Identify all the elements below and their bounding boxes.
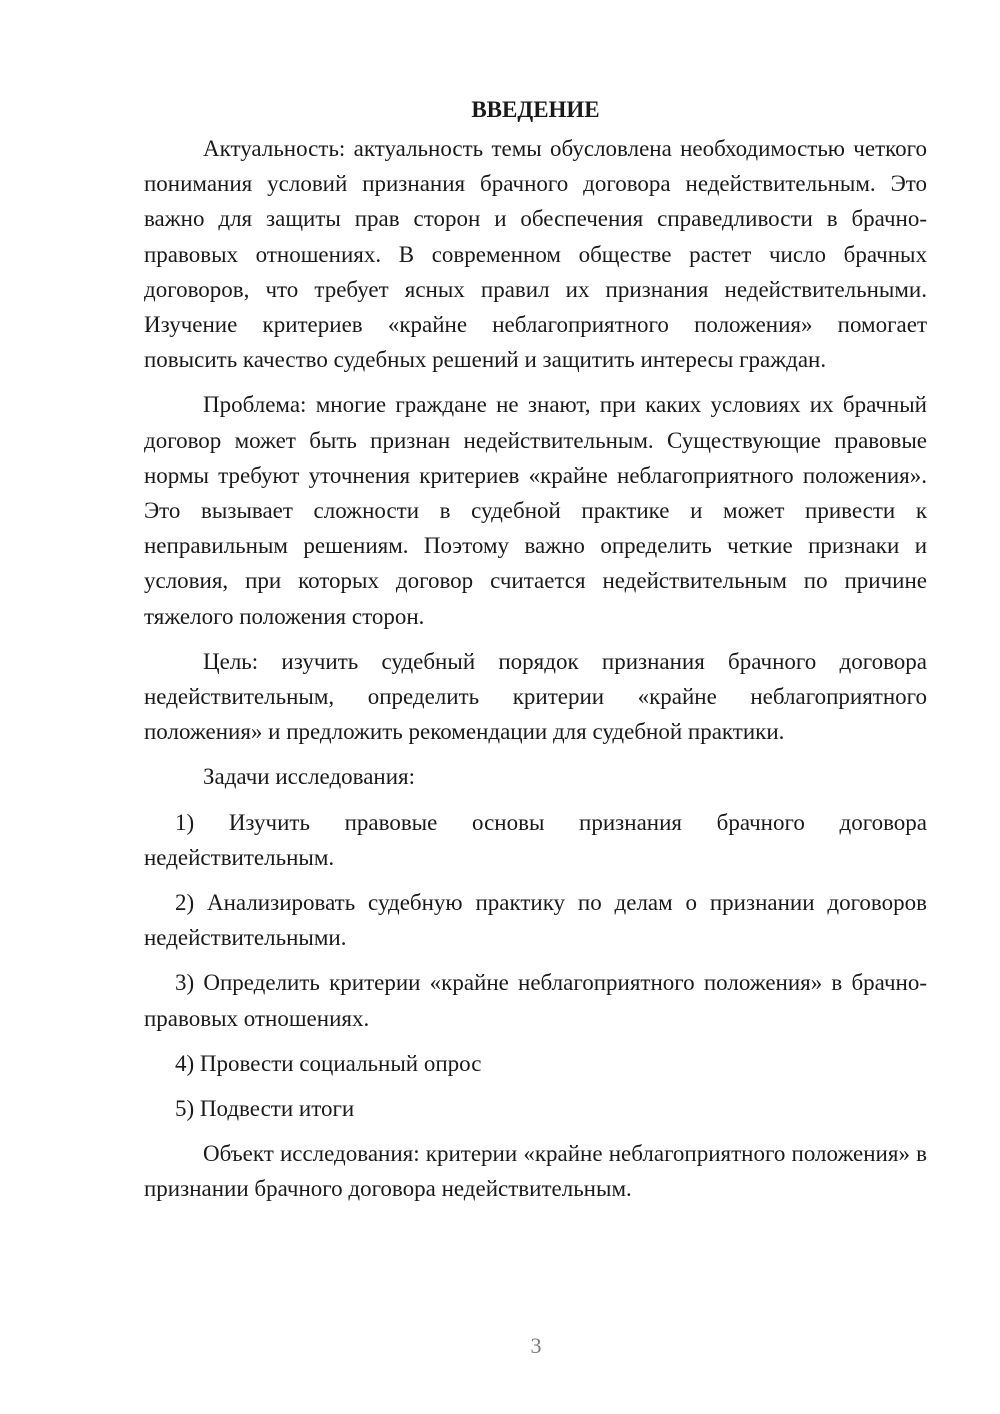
page-content [144,92,927,1217]
task-item-3: 3) Определить критерии «крайне неблагоприятного положения» в брачно-правовых отношениях. [144,970,927,1031]
task-item-1: 1) Изучить правовые основы признания брачного договора недействительным. [144,809,927,870]
relevance-paragraph: Актуальность: актуальность темы обусловлена необходимостью четкого понимания условий признания брачного договора недействительным. Это важно для защиты прав сторон и обеспечения справедливости в брачно-правовых отношениях. В современном обществе растет число брачных договоров, что требует ясных правил их признания недействительными. Изучение критериев «крайне неблагоприятного положения» помогает повысить качество судебных решений и защитить интересы граждан. [144,136,927,373]
task-item-4: 4) Провести социальный опрос [175,1050,482,1076]
goal-paragraph: Цель: изучить судебный порядок признания брачного договора недействительным, определить критерии «крайне неблагоприятного положения» и предложить рекомендации для судебной практики. [144,648,927,745]
section-title: ВВЕДЕНИЕ [471,97,600,122]
task-item-2: 2) Анализировать судебную практику по делам о признании договоров недействительными. [144,890,927,951]
tasks-heading: Задачи исследования: [203,764,416,790]
object-paragraph: Объект исследования: критерии «крайне неблагоприятного положения» в признании брачного договора недействительным. [144,1141,927,1202]
task-item-5: 5) Подвести итоги [175,1096,355,1122]
problem-paragraph: Проблема: многие граждане не знают, при каких условиях их брачный договор может быть признан недействительным. Существующие правовые нормы требуют уточнения критериев «крайне неблагоприятного положения». Это вызывает сложности в судебной практике и может привести к неправильным решениям. Поэтому важно определить четкие признаки и условия, при которых договор считается недействительным по причине тяжелого положения сторон. [144,392,927,629]
page-number: 3 [530,1333,542,1358]
